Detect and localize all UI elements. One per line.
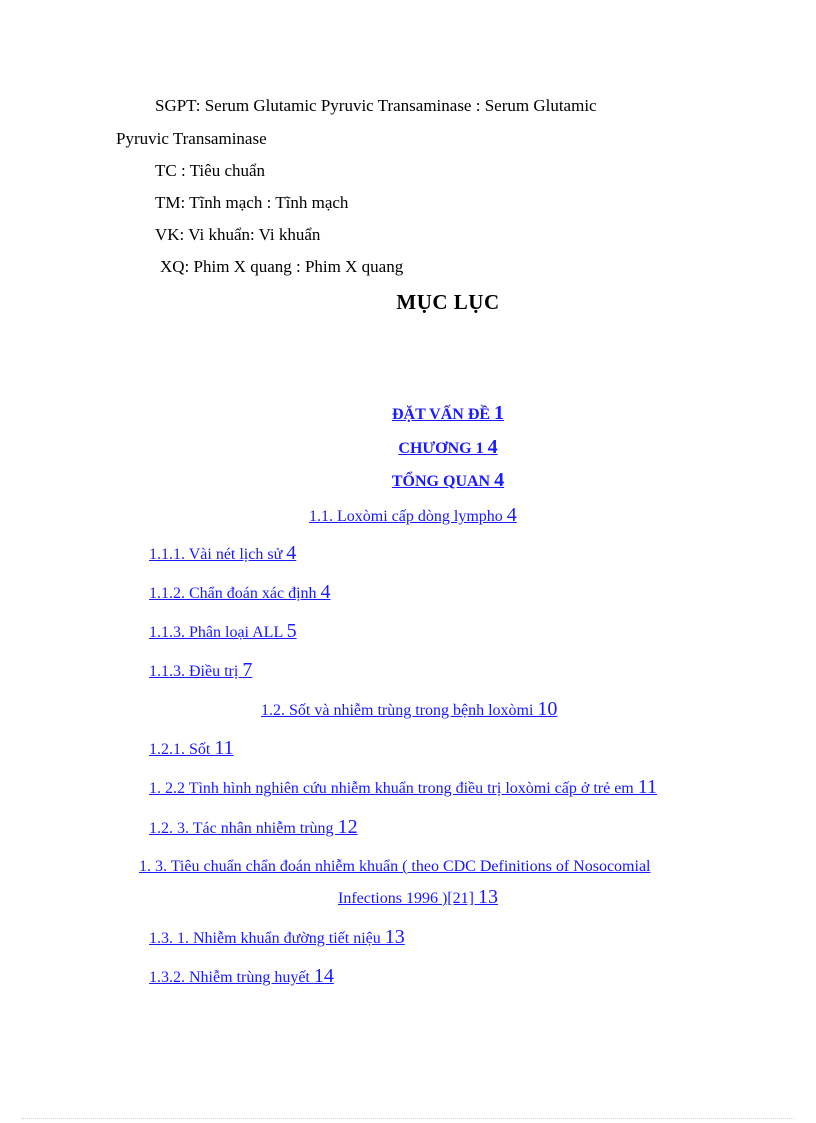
toc-entry-1-3-1	[149, 926, 405, 949]
toc-link[interactable]: 1.3.2. Nhiễm trùng huyết 14	[149, 965, 334, 987]
toc-entry-1-3-2	[149, 965, 334, 988]
page-bottom-border	[22, 1118, 794, 1119]
toc-link[interactable]: TỔNG QUAN 4	[391, 469, 505, 491]
toc-link[interactable]: 1.1. Loxòmi cấp dòng lympho 4	[309, 504, 517, 526]
toc-entry-chuong-1	[0, 436, 816, 459]
toc-entry-1-1	[309, 504, 517, 527]
toc-entry-1-3-line1	[139, 854, 650, 877]
toc-entry-1-2-1	[149, 737, 234, 760]
toc-entry-1-1-3-phan-loai	[149, 620, 297, 643]
toc-link[interactable]: 1.2. 3. Tác nhân nhiễm trùng 12	[149, 816, 358, 838]
abbr-sgpt-line2: Pyruvic Transaminase	[116, 129, 267, 148]
toc-entry-1-2-2	[149, 776, 657, 799]
toc-title: MỤC LỤC	[396, 290, 500, 314]
toc-entry-1-2	[261, 698, 557, 721]
toc-link[interactable]: 1.1.2. Chẩn đoán xác định 4	[149, 581, 331, 603]
toc-link[interactable]: 1.1.3. Điều trị 7	[149, 659, 253, 681]
abbr-xq: XQ: Phim X quang : Phim X quang	[160, 257, 404, 276]
toc-link[interactable]: 1.1.3. Phân loại ALL 5	[149, 620, 297, 642]
abbr-tm: TM: Tĩnh mạch : Tĩnh mạch	[155, 193, 349, 212]
toc-entry-1-1-2	[149, 581, 331, 604]
toc-entry-1-1-3-dieu-tri	[149, 659, 252, 682]
toc-entry-1-1-1	[149, 542, 296, 565]
abbr-sgpt-line1: SGPT: Serum Glutamic Pyruvic Transaminase : Serum Glutamic	[155, 96, 597, 115]
toc-link[interactable]: 1.2.1. Sốt 11	[149, 737, 234, 759]
toc-link[interactable]: 1. 2.2 Tình hình nghiên cứu nhiễm khuẩn trong điều trị loxòmi cấp ở trẻ em 11	[149, 776, 658, 798]
toc-entry-dat-van-de	[0, 402, 816, 425]
toc-link[interactable]: Infections 1996 )[21] 13	[338, 886, 498, 908]
toc-entry-1-3-line2	[338, 886, 498, 909]
toc-link[interactable]: CHƯƠNG 1 4	[398, 436, 498, 458]
toc-link[interactable]: 1.3. 1. Nhiễm khuẩn đường tiết niệu 13	[149, 926, 405, 948]
toc-link[interactable]: 1. 3. Tiêu chuẩn chẩn đoán nhiễm khuẩn ( theo CDC Definitions of Nosocomial	[139, 858, 651, 875]
toc-link[interactable]: 1.1.1. Vài nét lịch sử 4	[149, 542, 297, 564]
toc-link[interactable]: 1.2. Sốt và nhiễm trùng trong bệnh loxòmi 10	[261, 698, 558, 720]
abbr-tc: TC : Tiêu chuẩn	[155, 161, 266, 180]
abbr-vk: VK: Vi khuẩn: Vi khuẩn	[155, 225, 321, 244]
toc-entry-tong-quan	[0, 469, 816, 492]
toc-link[interactable]: ĐẶT VẤN ĐỀ 1	[391, 402, 505, 424]
toc-entry-1-2-3	[149, 816, 358, 839]
